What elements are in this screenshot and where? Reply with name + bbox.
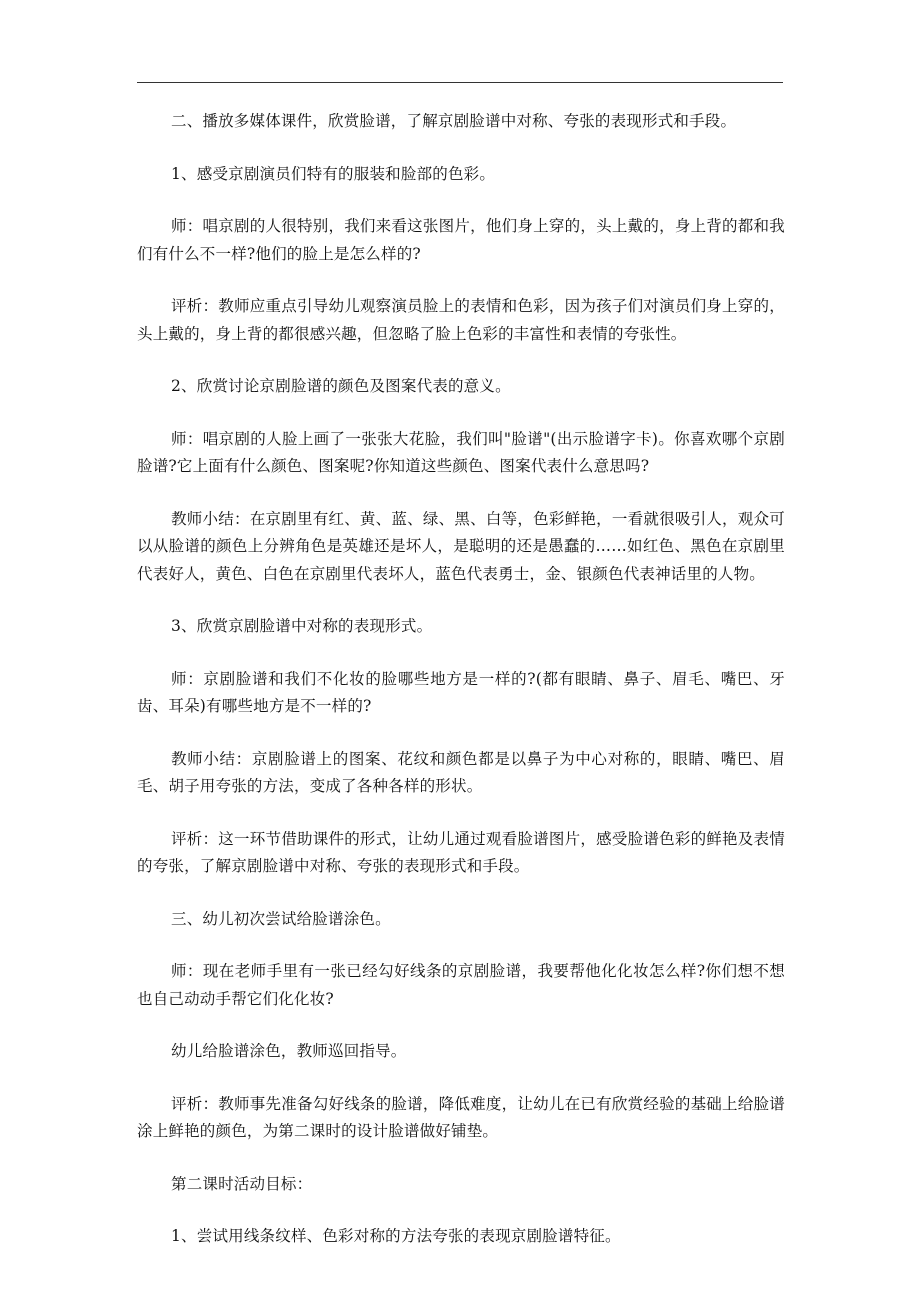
lesson-goal-1: 1、尝试用线条纹样、色彩对称的方法夸张的表现京剧脸谱特征。 <box>171 1227 621 1245</box>
subheading-3: 3、欣赏京剧脸谱中对称的表现形式。 <box>171 617 433 635</box>
teacher-dialogue: 师：唱京剧的人脸上画了一张张大花脸，我们叫"脸谱"(出示脸谱字卡)。你喜欢哪个京剧脸谱?它上面有什么颜色、图案呢?你知道这些颜色、图案代表什么意思吗? <box>137 429 785 475</box>
activity-note: 幼儿给脸谱涂色，教师巡回指导。 <box>171 1042 407 1060</box>
lesson-goals-heading: 第二课时活动目标： <box>171 1174 313 1193</box>
subheading-1: 1、感受京剧演员们特有的服装和脸部的色彩。 <box>171 164 496 183</box>
commentary: 评析：教师事先准备勾好线条的脸谱，降低难度，让幼儿在已有欣赏经验的基础上给脸谱涂上鲜艳的颜色，为第二课时的设计脸谱做好铺垫。 <box>137 1094 785 1140</box>
teacher-summary: 教师小结：在京剧里有红、黄、蓝、绿、黑、白等，色彩鲜艳，一看就很吸引人，观众可以从脸谱的颜色上分辨角色是英雄还是坏人，是聪明的还是愚蠢的……如红色、黑色在京剧里代表好人，黄色、白色在京剧里代表坏人，蓝色代表勇士，金、银颜色代表神话里的人物。 <box>137 509 785 583</box>
section-heading-2: 二、播放多媒体课件，欣赏脸谱，了解京剧脸谱中对称、夸张的表现形式和手段。 <box>171 112 737 130</box>
commentary: 评析：教师应重点引导幼儿观察演员脸上的表情和色彩，因为孩子们对演员们身上穿的，头上戴的，身上背的都很感兴趣，但忽略了脸上色彩的丰富性和表情的夸张性。 <box>137 297 785 343</box>
teacher-summary: 教师小结：京剧脸谱上的图案、花纹和颜色都是以鼻子为中心对称的，眼睛、嘴巴、眉毛、胡子用夸张的方法，变成了各种各样的形状。 <box>137 749 785 795</box>
section-heading-3: 三、幼儿初次尝试给脸谱涂色。 <box>171 909 391 928</box>
teacher-dialogue: 师：现在老师手里有一张已经勾好线条的京剧脸谱，我要帮他化化妆怎么样?你们想不想也自己动动手帮它们化化妆? <box>137 962 785 1008</box>
subheading-2: 2、欣赏讨论京剧脸谱的颜色及图案代表的意义。 <box>171 377 511 395</box>
teacher-dialogue: 师：京剧脸谱和我们不化妆的脸哪些地方是一样的?(都有眼睛、鼻子、眉毛、嘴巴、牙齿、耳朵)有哪些地方是不一样的? <box>137 669 785 715</box>
teacher-dialogue: 师：唱京剧的人很特别，我们来看这张图片，他们身上穿的，头上戴的，身上背的都和我们有什么不一样?他们的脸上是怎么样的? <box>137 217 785 263</box>
document-body <box>137 108 785 1276</box>
commentary: 评析：这一环节借助课件的形式，让幼儿通过观看脸谱图片，感受脸谱色彩的鲜艳及表情的夸张，了解京剧脸谱中对称、夸张的表现形式和手段。 <box>137 829 785 875</box>
header-rule <box>137 82 783 83</box>
